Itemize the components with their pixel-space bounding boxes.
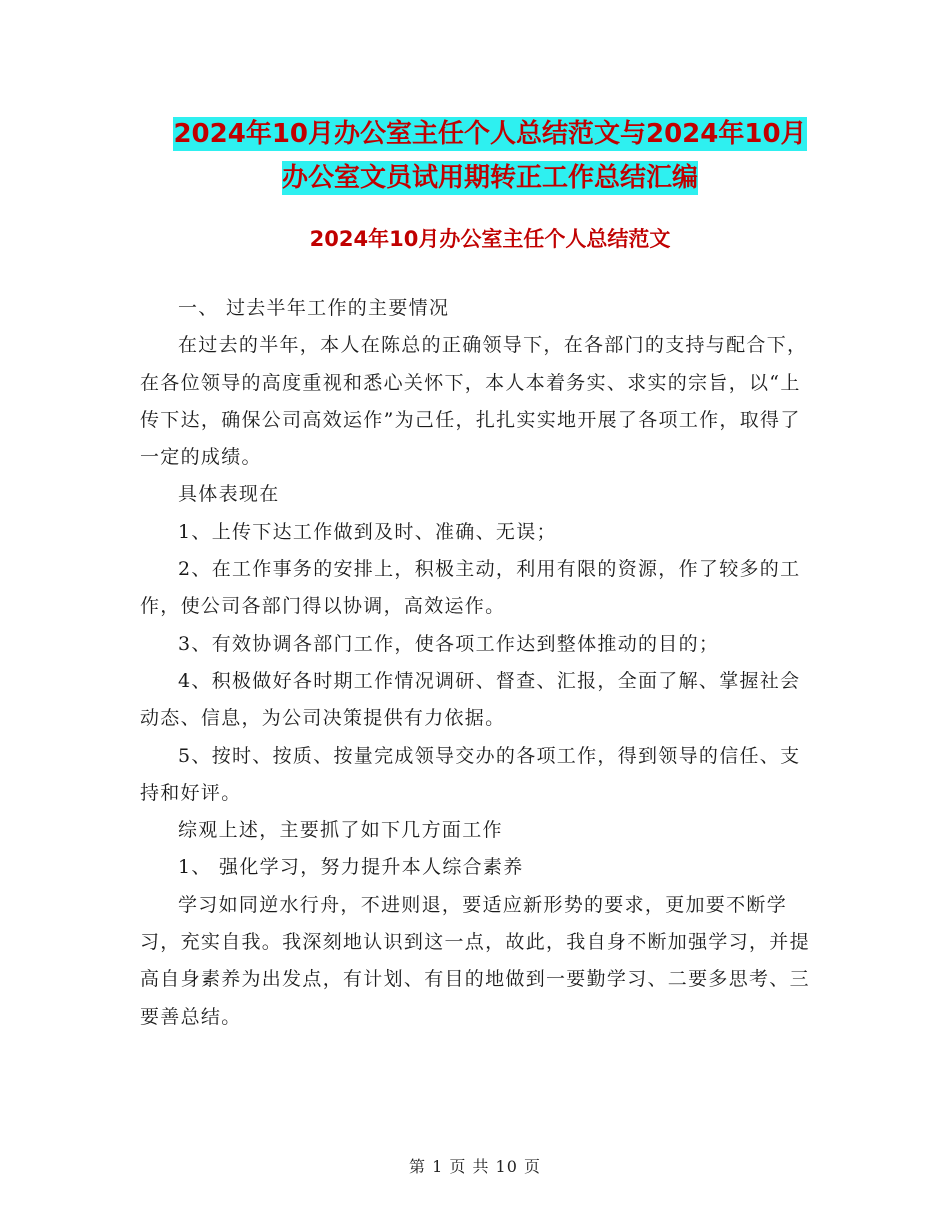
document-title [140, 112, 840, 200]
page-footer: 第 1 页 共 10 页 [409, 1157, 541, 1176]
paragraph: 4、积极做好各时期工作情况调研、督查、汇报，全面了解、掌握社会动态、信息，为公司决策提供有力依据。 [140, 669, 801, 730]
paragraph: 综观上述，主要抓了如下几方面工作 [178, 819, 503, 842]
paragraph: 1、上传下达工作做到及时、准确、无误； [178, 520, 557, 543]
paragraph: 具体表现在 [178, 483, 280, 506]
title-line-2: 办公室文员试用期转正工作总结汇编 [281, 163, 698, 193]
section-title: 2024年10月办公室主任个人总结范文 [309, 227, 671, 251]
paragraph: 在过去的半年，本人在陈总的正确领导下，在各部门的支持与配合下，在各位领导的高度重视和悉心关怀下，本人本着务实、求实的宗旨，以“上传下达，确保公司高效运作”为己任，扎扎实实地开展了各项工作，取得了一定的成绩。 [140, 334, 808, 469]
paragraph: 学习如同逆水行舟，不进则退，要适应新形势的要求，更加要不断学习，充实自我。我深刻地认识到这一点，故此，我自身不断加强学习，并提高自身素养为出发点，有计划、有目的地做到一要勤学习、二要多思考、三要善总结。 [140, 893, 810, 1028]
paragraph: 一、 过去半年工作的主要情况 [178, 297, 450, 319]
title-line-1: 2024年10月办公室主任个人总结范文与2024年10月 [173, 119, 807, 149]
paragraph: 1、 强化学习，努力提升本人综合素养 [178, 856, 524, 879]
paragraph: 2、在工作事务的安排上，积极主动，利用有限的资源，作了较多的工作，使公司各部门得以协调，高效运作。 [140, 558, 801, 618]
paragraph: 5、按时、按质、按量完成领导交办的各项工作，得到领导的信任、支持和好评。 [140, 744, 801, 804]
document-body [140, 290, 820, 1036]
paragraph: 3、有效协调各部门工作，使各项工作达到整体推动的目的； [178, 632, 720, 655]
